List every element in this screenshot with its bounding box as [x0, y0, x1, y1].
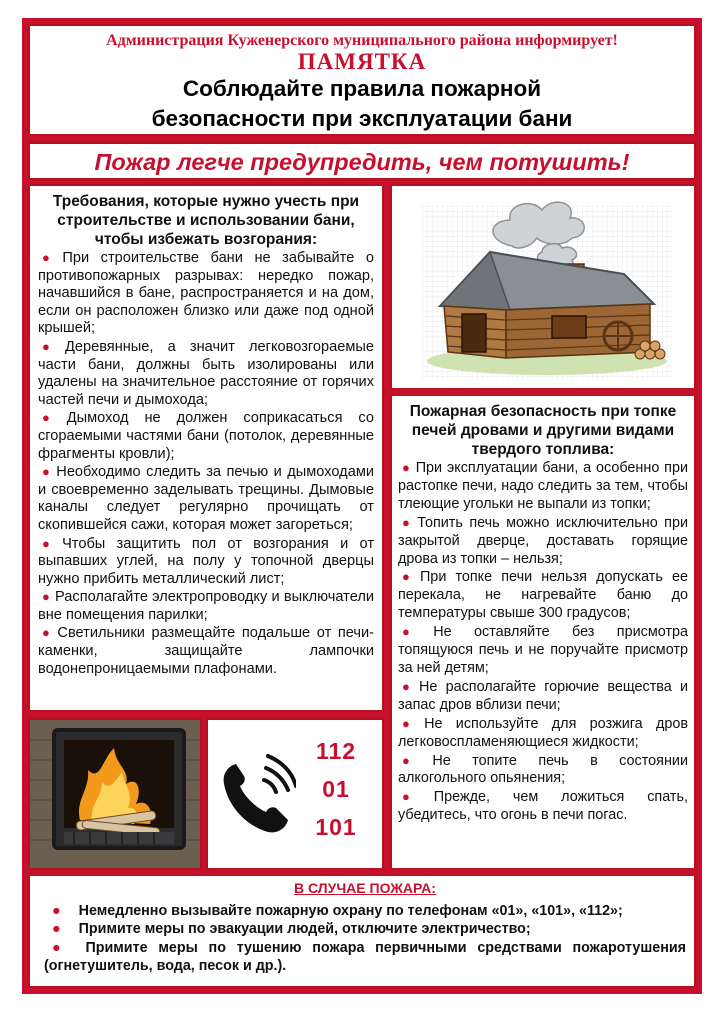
bullet-icon: ● — [42, 625, 53, 641]
stove-fire-image — [30, 720, 200, 868]
bullet-icon: ● — [42, 535, 58, 551]
bullet-icon: ● — [42, 589, 51, 605]
list-item: ● Примите меры по эвакуации людей, отключите электричество; — [52, 921, 531, 938]
list-item: ● Необходимо следить за печью и дымоходами и своевременно заделывать трещины. Дымовые каналы следует регулярно прочищать от скопившейся сажи, которая может загореться; — [38, 464, 374, 533]
list-item: ● Деревянные, а значит легковозгораемые части бани, должны быть изолированы или удалены на значительное расстояние от горячих частей печи и дымохода; — [38, 338, 375, 408]
list-item: ● При строительстве бани не забывайте о противопожарных разрывах: нередко пожар, начавшийся в бане, распространяется и на дом, если он расположен близко или даже под одной крышей; — [38, 250, 374, 337]
slogan-banner — [28, 142, 696, 180]
phone-numbers — [296, 732, 376, 846]
slogan-text: Пожар легче предупредить, чем потушить! — [94, 149, 630, 175]
bullet-icon: ● — [402, 624, 429, 640]
section-title: Пожарная безопасность при топке печей дровами и другими видами твердого топлива: — [409, 403, 677, 458]
bullet-icon: ● — [52, 939, 68, 956]
bullet-icon: ● — [42, 410, 62, 426]
in-case-of-fire-heading: В СЛУЧАЕ ПОЖАРА: — [294, 880, 436, 896]
list-item: ● При топке печи нельзя допускать ее перекала, не нагревайте баню до температуры свыше 300 градусов; — [398, 569, 688, 622]
log-bathhouse-illustration — [390, 184, 696, 390]
stove-rules-list — [398, 459, 688, 825]
admin-line: Администрация Куженерского муниципального района информирует! — [106, 32, 618, 49]
bullet-icon: ● — [402, 678, 415, 694]
list-item: ● Чтобы защитить пол от возгорания и от выпавших углей, на полу у топочной дверцы нужно прибить металлический лист; — [38, 535, 375, 587]
list-item: ● Дымоход не должен соприкасаться со сгораемыми частями бани (потолок, деревянные фрагменты кровли); — [38, 410, 374, 462]
pamyatka-heading: ПАМЯТКА — [297, 49, 427, 74]
list-item: ● Примите меры по тушению пожара первичными средствами пожаротушения (огнетушитель, вода, песок и др.). — [44, 939, 686, 975]
list-item: ● Не оставляйте без присмотра топящуюся печь и не поручайте присмотр за ней детям; — [398, 624, 688, 676]
list-item: ● Прежде, чем ложиться спать, убедитесь, что огонь в печи погас. — [398, 789, 688, 824]
list-item: ● Немедленно вызывайте пожарную охрану по телефонам «01», «101», «112»; — [52, 903, 623, 919]
list-item: ● Топить печь можно исключительно при закрытой дверце, доставать горящие дрова из топки – нельзя; — [398, 514, 688, 567]
construction-requirements — [28, 184, 384, 712]
requirements-list — [38, 249, 374, 678]
poster-frame — [22, 18, 702, 994]
list-item: ● При эксплуатации бани, а особенно при растопке печи, надо следить за тем, чтобы тлеющие угольки не выпали из топки; — [398, 460, 688, 512]
header — [28, 24, 696, 136]
bullet-icon: ● — [42, 464, 52, 480]
phone-number: 101 — [315, 814, 357, 840]
page-title-line-1: Соблюдайте правила пожарной — [182, 76, 542, 101]
bathhouse-image — [392, 186, 694, 388]
bullet-icon: ● — [52, 921, 61, 938]
stove-fire-photo — [28, 718, 202, 870]
in-case-of-fire — [28, 874, 696, 988]
list-item: ● Светильники размещайте подальше от печи-каменки, защищайте лампочки водонепроницаемыми плафонами. — [38, 625, 374, 677]
bullet-icon: ● — [402, 514, 413, 530]
list-item: ● Не топите печь в состоянии алкогольного опьянения; — [398, 752, 688, 787]
fire-actions-list — [44, 902, 686, 976]
list-item: ● Не располагайте горючие вещества и запас дров вблизи печи; — [398, 678, 688, 713]
bullet-icon: ● — [52, 903, 61, 919]
emergency-phones — [206, 718, 384, 870]
bullet-icon: ● — [402, 752, 428, 768]
page-title-line-2: безопасности при эксплуатации бани — [151, 106, 573, 131]
bullet-icon: ● — [42, 250, 58, 265]
bullet-icon: ● — [402, 715, 420, 731]
phone-icon — [218, 754, 296, 838]
bullet-icon: ● — [402, 789, 429, 805]
list-item: ● Располагайте электропроводку и выключатели вне помещения парилки; — [38, 589, 375, 623]
stove-fire-safety — [390, 394, 696, 870]
phone-number: 01 — [322, 776, 350, 802]
section-title: Требования, которые нужно учесть при строительстве и использовании бани, чтобы избежать возгорания: — [52, 193, 360, 248]
phone-number: 112 — [315, 738, 357, 764]
bullet-icon: ● — [402, 569, 415, 585]
list-item: ● Не используйте для розжига дров легковоспламеняющиеся жидкости; — [398, 715, 688, 750]
bullet-icon: ● — [42, 338, 60, 354]
bullet-icon: ● — [402, 460, 411, 475]
